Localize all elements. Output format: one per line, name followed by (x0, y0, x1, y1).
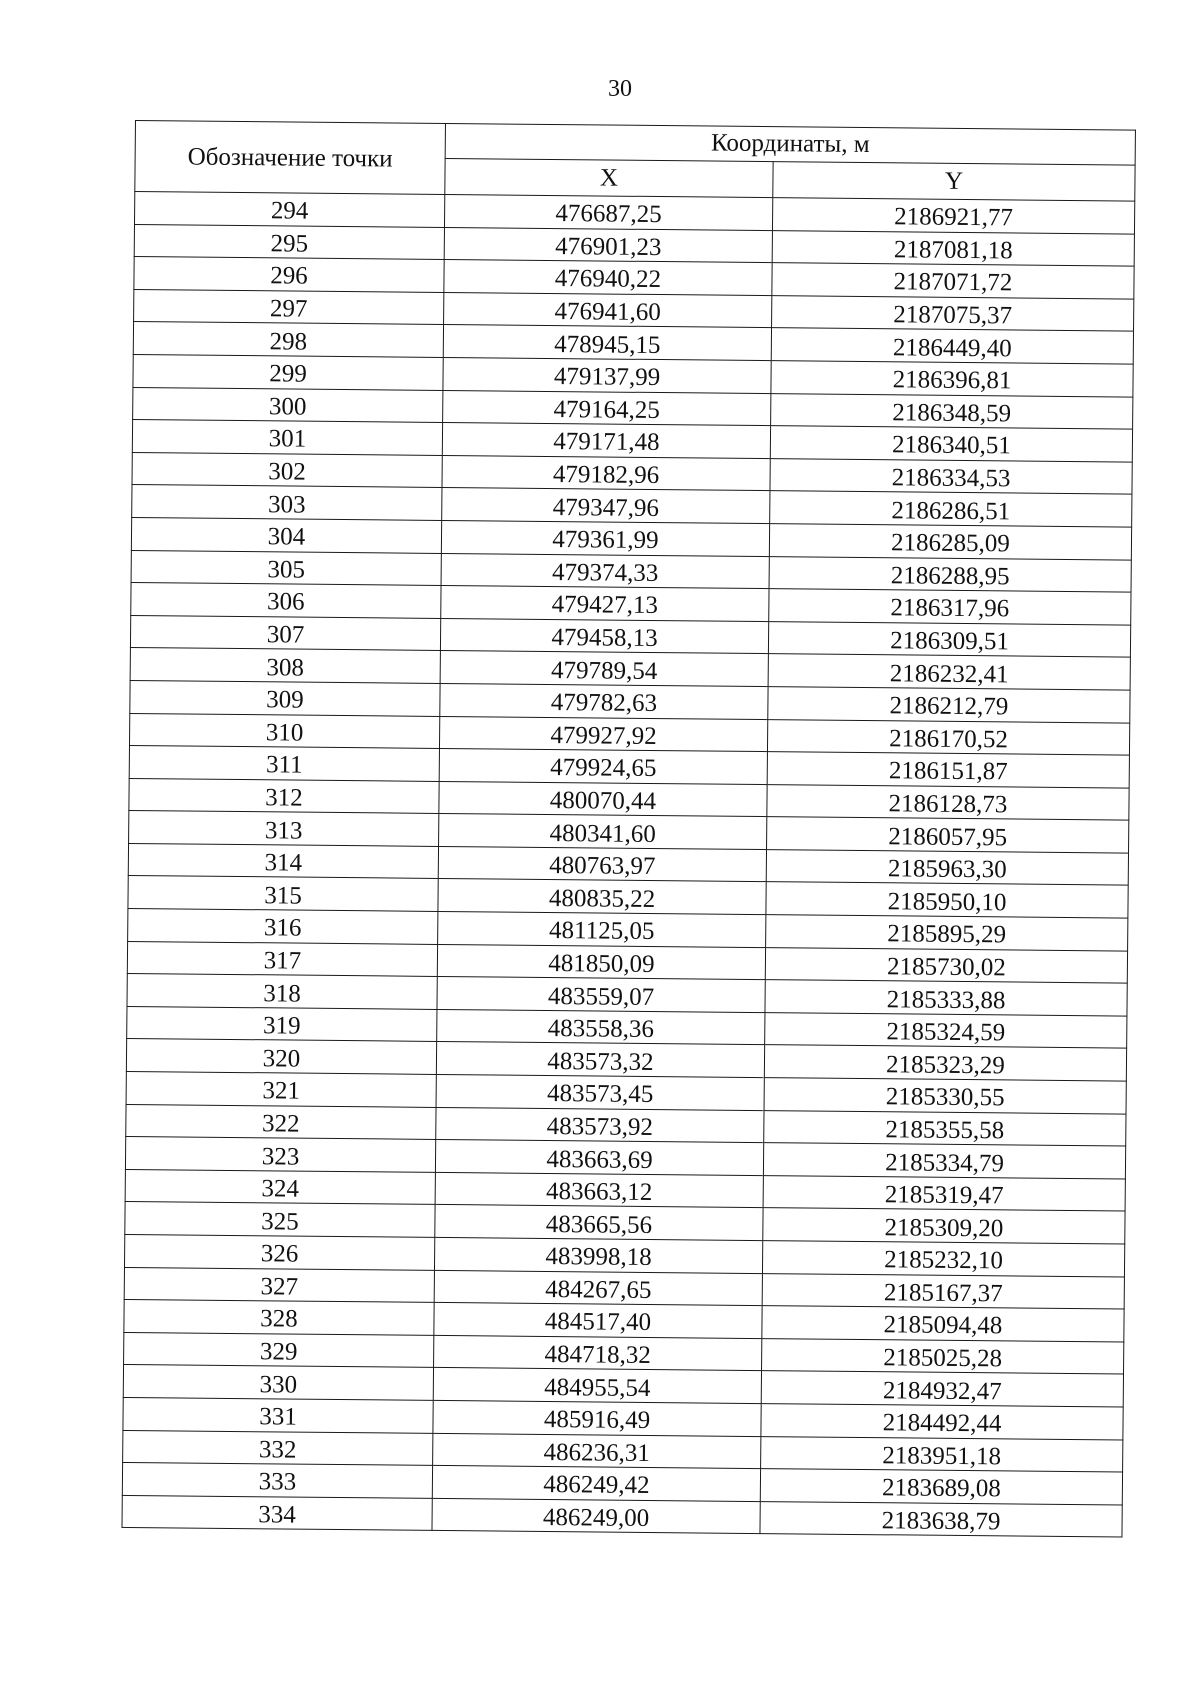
cell-x: 486249,42 (432, 1466, 760, 1502)
cell-y: 2185355,58 (764, 1110, 1126, 1146)
cell-y: 2186348,59 (771, 393, 1133, 429)
cell-point: 302 (132, 452, 442, 488)
cell-x: 479347,96 (442, 488, 770, 524)
cell-x: 480070,44 (439, 781, 767, 817)
cell-y: 2186288,95 (769, 556, 1131, 592)
cell-y: 2187081,18 (772, 230, 1134, 266)
cell-point: 331 (123, 1397, 433, 1433)
cell-y: 2183689,08 (760, 1469, 1122, 1505)
cell-y: 2186340,51 (770, 426, 1132, 462)
cell-y: 2185330,55 (764, 1078, 1126, 1114)
cell-x: 476687,25 (444, 194, 772, 230)
cell-y: 2187075,37 (772, 295, 1134, 331)
cell-x: 478945,15 (443, 325, 771, 361)
cell-y: 2186285,09 (769, 524, 1131, 560)
cell-y: 2186921,77 (772, 198, 1134, 234)
cell-point: 326 (124, 1234, 434, 1270)
cell-y: 2186286,51 (770, 491, 1132, 527)
cell-y: 2185950,10 (766, 882, 1128, 918)
cell-point: 298 (133, 322, 443, 358)
cell-point: 321 (126, 1071, 436, 1107)
header-y: Y (773, 162, 1135, 201)
header-coordinates: Координаты, м (445, 123, 1135, 165)
cell-point: 309 (130, 680, 440, 716)
cell-point: 308 (130, 648, 440, 684)
cell-x: 480835,22 (438, 879, 766, 915)
cell-y: 2185333,88 (765, 980, 1127, 1016)
cell-point: 305 (131, 550, 441, 586)
cell-x: 483573,92 (436, 1107, 764, 1143)
cell-x: 481850,09 (437, 944, 765, 980)
cell-x: 483573,45 (436, 1074, 764, 1110)
cell-x: 479137,99 (443, 357, 771, 393)
cell-point: 310 (129, 713, 439, 749)
cell-y: 2185309,20 (763, 1208, 1125, 1244)
cell-x: 483559,07 (437, 977, 765, 1013)
header-point-designation: Обозначение точки (135, 121, 446, 195)
cell-y: 2186128,73 (767, 784, 1129, 820)
cell-x: 484955,54 (433, 1368, 761, 1404)
coordinates-table (121, 120, 1135, 1538)
cell-x: 484517,40 (434, 1303, 762, 1339)
cell-y: 2186317,96 (769, 589, 1131, 625)
cell-x: 483663,69 (435, 1140, 763, 1176)
cell-point: 306 (131, 583, 441, 619)
cell-point: 313 (129, 811, 439, 847)
cell-x: 479924,65 (439, 749, 767, 785)
cell-y: 2185025,28 (762, 1338, 1124, 1374)
cell-point: 311 (129, 746, 439, 782)
cell-y: 2186449,40 (771, 328, 1133, 364)
cell-x: 480341,60 (439, 814, 767, 850)
cell-x: 483998,18 (434, 1237, 762, 1273)
cell-y: 2186232,41 (768, 654, 1130, 690)
cell-point: 319 (127, 1006, 437, 1042)
cell-y: 2186057,95 (767, 817, 1129, 853)
cell-point: 333 (122, 1463, 432, 1499)
cell-point: 300 (133, 387, 443, 423)
cell-point: 325 (125, 1202, 435, 1238)
cell-y: 2184932,47 (761, 1371, 1123, 1407)
cell-x: 479164,25 (443, 390, 771, 426)
cell-point: 327 (124, 1267, 434, 1303)
cell-x: 479458,13 (440, 618, 768, 654)
cell-point: 330 (123, 1365, 433, 1401)
cell-point: 315 (128, 876, 438, 912)
cell-point: 318 (127, 974, 437, 1010)
cell-y: 2184492,44 (761, 1404, 1123, 1440)
cell-point: 295 (134, 224, 444, 260)
cell-y: 2185730,02 (765, 947, 1127, 983)
cell-y: 2185963,30 (766, 849, 1128, 885)
cell-x: 476941,60 (444, 292, 772, 328)
cell-point: 294 (135, 192, 445, 228)
cell-y: 2186309,51 (768, 621, 1130, 657)
page-number: 30 (608, 76, 632, 102)
header-x: X (445, 158, 773, 197)
cell-x: 476901,23 (444, 227, 772, 263)
cell-x: 483665,56 (435, 1205, 763, 1241)
cell-point: 329 (124, 1332, 434, 1368)
cell-point: 317 (127, 941, 437, 977)
table-body (122, 192, 1135, 1538)
cell-x: 483573,32 (436, 1042, 764, 1078)
cell-y: 2183638,79 (760, 1501, 1122, 1537)
cell-x: 479361,99 (441, 520, 769, 556)
cell-point: 334 (122, 1495, 432, 1531)
cell-point: 320 (126, 1039, 436, 1075)
cell-y: 2183951,18 (761, 1436, 1123, 1472)
cell-point: 301 (132, 420, 442, 456)
cell-x: 484718,32 (434, 1335, 762, 1371)
cell-y: 2185895,29 (766, 915, 1128, 951)
cell-y: 2185334,79 (763, 1143, 1125, 1179)
cell-x: 484267,65 (434, 1270, 762, 1306)
cell-y: 2186212,79 (768, 687, 1130, 723)
cell-point: 328 (124, 1300, 434, 1336)
cell-x: 479427,13 (441, 586, 769, 622)
cell-point: 303 (132, 485, 442, 521)
cell-point: 297 (134, 289, 444, 325)
cell-y: 2186396,81 (771, 361, 1133, 397)
cell-x: 483663,12 (435, 1172, 763, 1208)
cell-point: 307 (130, 615, 440, 651)
cell-y: 2185324,59 (765, 1012, 1127, 1048)
cell-point: 316 (128, 909, 438, 945)
cell-x: 479171,48 (442, 423, 770, 459)
cell-x: 476940,22 (444, 260, 772, 296)
cell-x: 483558,36 (437, 1009, 765, 1045)
table-header (135, 121, 1136, 202)
cell-x: 486236,31 (433, 1433, 761, 1469)
cell-x: 480763,97 (438, 846, 766, 882)
cell-point: 314 (128, 843, 438, 879)
cell-point: 322 (126, 1104, 436, 1140)
cell-x: 479374,33 (441, 553, 769, 589)
cell-point: 296 (134, 257, 444, 293)
cell-y: 2186151,87 (767, 752, 1129, 788)
cell-x: 479789,54 (440, 651, 768, 687)
cell-point: 323 (125, 1137, 435, 1173)
cell-point: 299 (133, 354, 443, 390)
cell-y: 2187071,72 (772, 263, 1134, 299)
cell-x: 486249,00 (432, 1498, 760, 1534)
cell-x: 485916,49 (433, 1400, 761, 1436)
cell-x: 479782,63 (440, 683, 768, 719)
cell-y: 2186334,53 (770, 458, 1132, 494)
cell-point: 324 (125, 1169, 435, 1205)
cell-y: 2185167,37 (762, 1273, 1124, 1309)
cell-y: 2185232,10 (762, 1241, 1124, 1277)
cell-y: 2185094,48 (762, 1306, 1124, 1342)
cell-point: 304 (131, 517, 441, 553)
cell-x: 479927,92 (439, 716, 767, 752)
cell-x: 481125,05 (438, 912, 766, 948)
cell-point: 312 (129, 778, 439, 814)
cell-y: 2185323,29 (764, 1045, 1126, 1081)
cell-y: 2185319,47 (763, 1175, 1125, 1211)
cell-y: 2186170,52 (767, 719, 1129, 755)
cell-x: 479182,96 (442, 455, 770, 491)
cell-point: 332 (123, 1430, 433, 1466)
